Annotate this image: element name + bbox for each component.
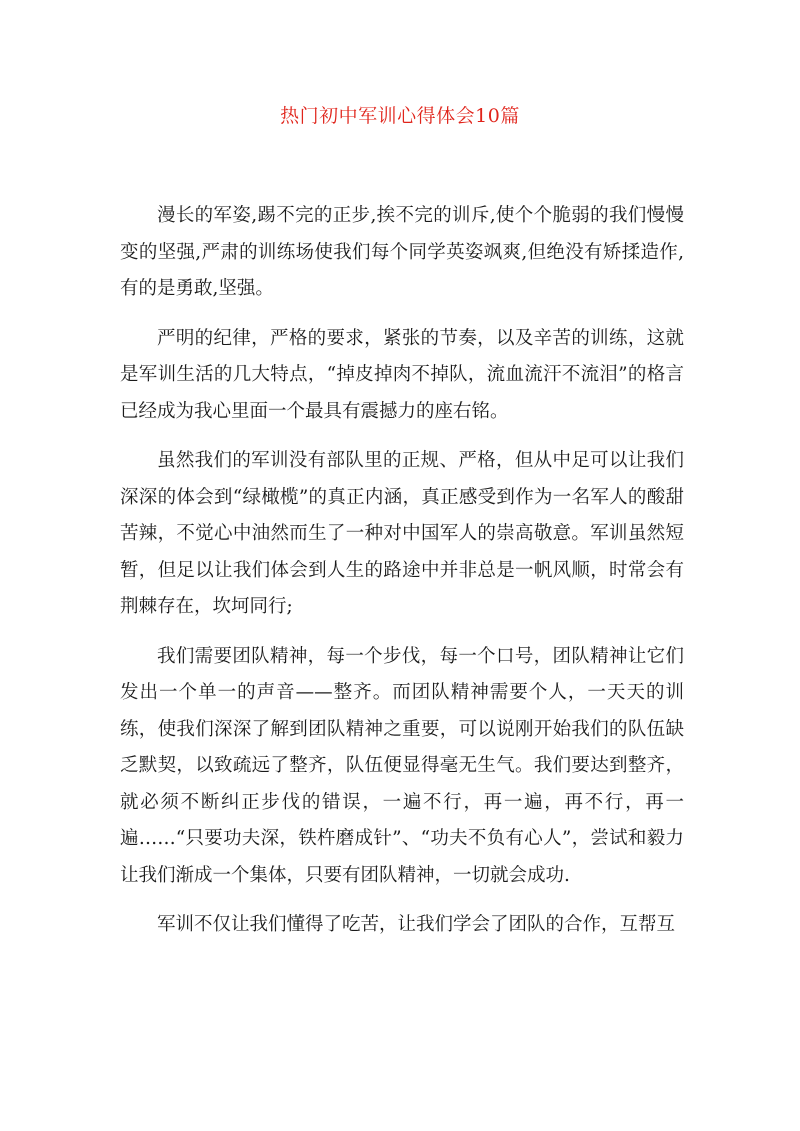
document-body (120, 198, 684, 957)
paragraph-5: 军训不仅让我们懂得了吃苦，让我们学会了团队的合作，互帮互 (157, 914, 676, 935)
paragraph-2: 严明的纪律，严格的要求，紧张的节奏，以及辛苦的训练，这就是军训生活的几大特点，“掉皮掉肉不掉队，流血流汗不流泪”的格言已经成为我心里面一个最具有震撼力的座右铭。 (120, 327, 684, 422)
paragraph-4: 我们需要团队精神，每一个步伐，每一个口号，团队精神让它们发出一个单一的声音——整齐。而团队精神需要个人，一天天的训练，使我们深深了解到团队精神之重要，可以说刚开始我们的队伍缺乏默契，以致疏远了整齐，队伍便显得毫无生气。我们要达到整齐，就必须不断纠正步伐的错误，一遍不行，再一遍，再不行，再一遍……“只要功夫深，铁杵磨成针”、“功夫不负有心人”，尝试和毅力让我们渐成一个集体，只要有团队精神，一切就会成功. (120, 645, 684, 886)
paragraph-1: 漫长的军姿,踢不完的正步,挨不完的训斥,使个个脆弱的我们慢慢变的坚强,严肃的训练场使我们每个同学英姿飒爽,但绝没有矫揉造作,有的是勇敢,坚强。 (120, 205, 684, 299)
document-title: 热门初中军训心得体会10篇 (280, 105, 520, 127)
paragraph-3: 虽然我们的军训没有部队里的正规、严格，但从中足可以让我们深深的体会到“绿橄榄”的真正内涵，真正感受到作为一名军人的酸甜苦辣，不觉心中油然而生了一种对中国军人的崇高敬意。军训虽然短暂，但足以让我们体会到人生的路途中并非总是一帆风顺，时常会有荆棘存在，坎坷同行; (120, 450, 684, 617)
